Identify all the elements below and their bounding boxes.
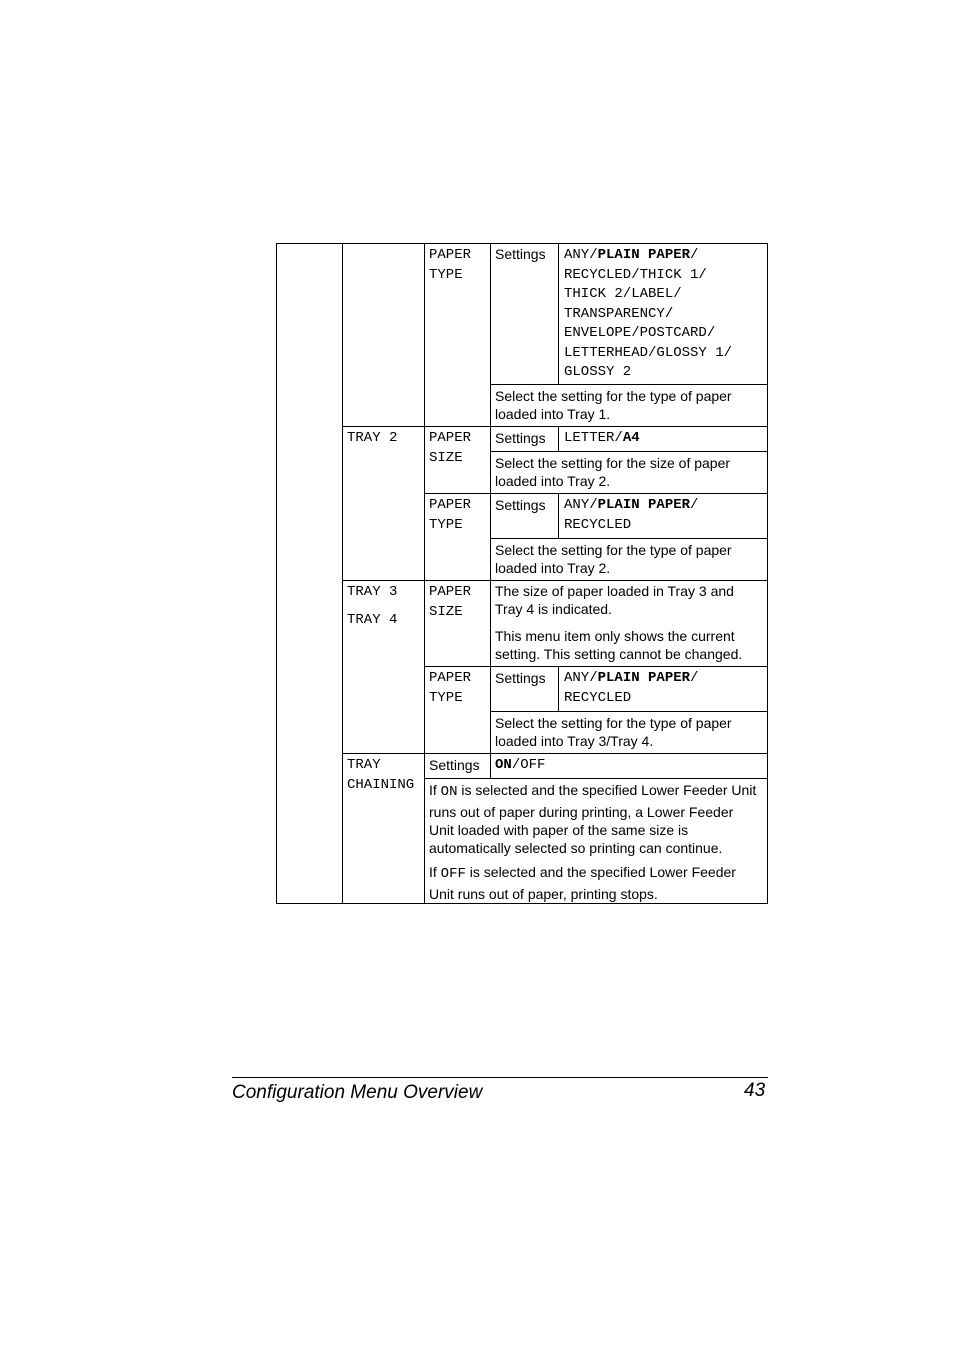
item-label-line: TYPE bbox=[429, 266, 463, 283]
table-border bbox=[276, 243, 768, 244]
inline-code: ON bbox=[440, 784, 458, 800]
settings-label: Settings bbox=[495, 670, 546, 686]
item-description: Select the setting for the type of paper loaded into Tray 1. bbox=[495, 388, 732, 422]
item-note: This menu item only shows the current setting. This setting cannot be changed. bbox=[495, 628, 743, 662]
option-line: TRANSPARENCY/ bbox=[564, 305, 674, 322]
table-border bbox=[767, 243, 768, 904]
menu-group-tray-chaining: TRAY CHAINING bbox=[347, 757, 415, 793]
menu-group-tray-3: TRAY 3 bbox=[347, 584, 398, 600]
settings-options bbox=[564, 246, 732, 383]
table-border bbox=[276, 903, 768, 904]
table-border bbox=[424, 778, 768, 779]
table-border bbox=[342, 243, 343, 904]
item-label-line: PAPER bbox=[429, 247, 472, 263]
menu-item-paper-size: PAPER SIZE bbox=[429, 584, 472, 620]
settings-label: Settings bbox=[495, 430, 546, 446]
table-border bbox=[342, 426, 768, 427]
item-description: The size of paper loaded in Tray 3 and Tray 4 is indicated. bbox=[495, 583, 734, 617]
footer-title: Configuration Menu Overview bbox=[232, 1082, 483, 1103]
table-border bbox=[558, 243, 559, 384]
table-border bbox=[490, 384, 768, 385]
table-border bbox=[490, 538, 768, 539]
table-border bbox=[490, 451, 768, 452]
table-border bbox=[490, 384, 491, 426]
default-option: PLAIN PAPER bbox=[597, 497, 691, 513]
table-border bbox=[342, 580, 768, 581]
settings-options: ANY/PLAIN PAPER/ RECYCLED bbox=[564, 497, 699, 533]
item-description: If OFF is selected and the specified Lower Feeder Unit runs out of paper, printing stops. bbox=[429, 864, 736, 902]
settings-options: ANY/PLAIN PAPER/ RECYCLED bbox=[564, 670, 699, 706]
option-line: LETTERHEAD/GLOSSY 1/ bbox=[564, 344, 733, 361]
menu-group-tray-2: TRAY 2 bbox=[347, 430, 398, 446]
table-border bbox=[558, 666, 559, 711]
page-number: 43 bbox=[744, 1080, 766, 1101]
settings-options: LETTER/A4 bbox=[564, 430, 640, 446]
default-option: A4 bbox=[622, 430, 640, 446]
table-border bbox=[424, 493, 768, 494]
table-border bbox=[342, 753, 768, 754]
option-line: GLOSSY 2 bbox=[564, 364, 632, 380]
table-border bbox=[424, 666, 768, 667]
inline-code: OFF bbox=[440, 866, 466, 882]
default-option: ON bbox=[495, 757, 512, 773]
settings-options: ON/OFF bbox=[495, 757, 546, 773]
footer-rule bbox=[232, 1077, 768, 1078]
menu-item-paper-type: PAPER TYPE bbox=[429, 670, 472, 706]
table-border bbox=[424, 243, 425, 904]
table-border bbox=[490, 753, 491, 779]
option-line: ANY/PLAIN PAPER/ bbox=[564, 247, 699, 263]
option-line: RECYCLED/THICK 1/ bbox=[564, 266, 707, 283]
default-option: PLAIN PAPER bbox=[597, 670, 691, 686]
menu-item-paper-type: PAPER TYPE bbox=[429, 497, 472, 533]
menu-item-paper-size: PAPER SIZE bbox=[429, 430, 472, 466]
settings-label: Settings bbox=[429, 757, 480, 773]
item-description: If ON is selected and the specified Lower Feeder Unit runs out of paper during printing, a Lower Feeder Unit loaded with paper of the same size is automatically selected so printing can continue. bbox=[429, 782, 757, 856]
table-border bbox=[490, 243, 491, 384]
option-line: ENVELOPE/POSTCARD/ bbox=[564, 325, 716, 341]
item-description: Select the setting for the size of paper loaded into Tray 2. bbox=[495, 455, 731, 489]
table-border bbox=[276, 243, 277, 904]
table-border bbox=[558, 426, 559, 452]
option-line: THICK 2/LABEL/ bbox=[564, 286, 682, 302]
item-description: Select the setting for the type of paper loaded into Tray 2. bbox=[495, 542, 732, 576]
menu-item-paper-type bbox=[429, 246, 471, 285]
item-description: Select the setting for the type of paper loaded into Tray 3/Tray 4. bbox=[495, 715, 732, 749]
default-option: PLAIN PAPER bbox=[597, 247, 691, 263]
settings-label: Settings bbox=[495, 497, 546, 513]
table-border bbox=[490, 711, 768, 712]
table-border bbox=[558, 493, 559, 538]
table-border bbox=[490, 426, 491, 580]
settings-label: Settings bbox=[495, 246, 546, 262]
menu-group-tray-4: TRAY 4 bbox=[347, 612, 398, 628]
